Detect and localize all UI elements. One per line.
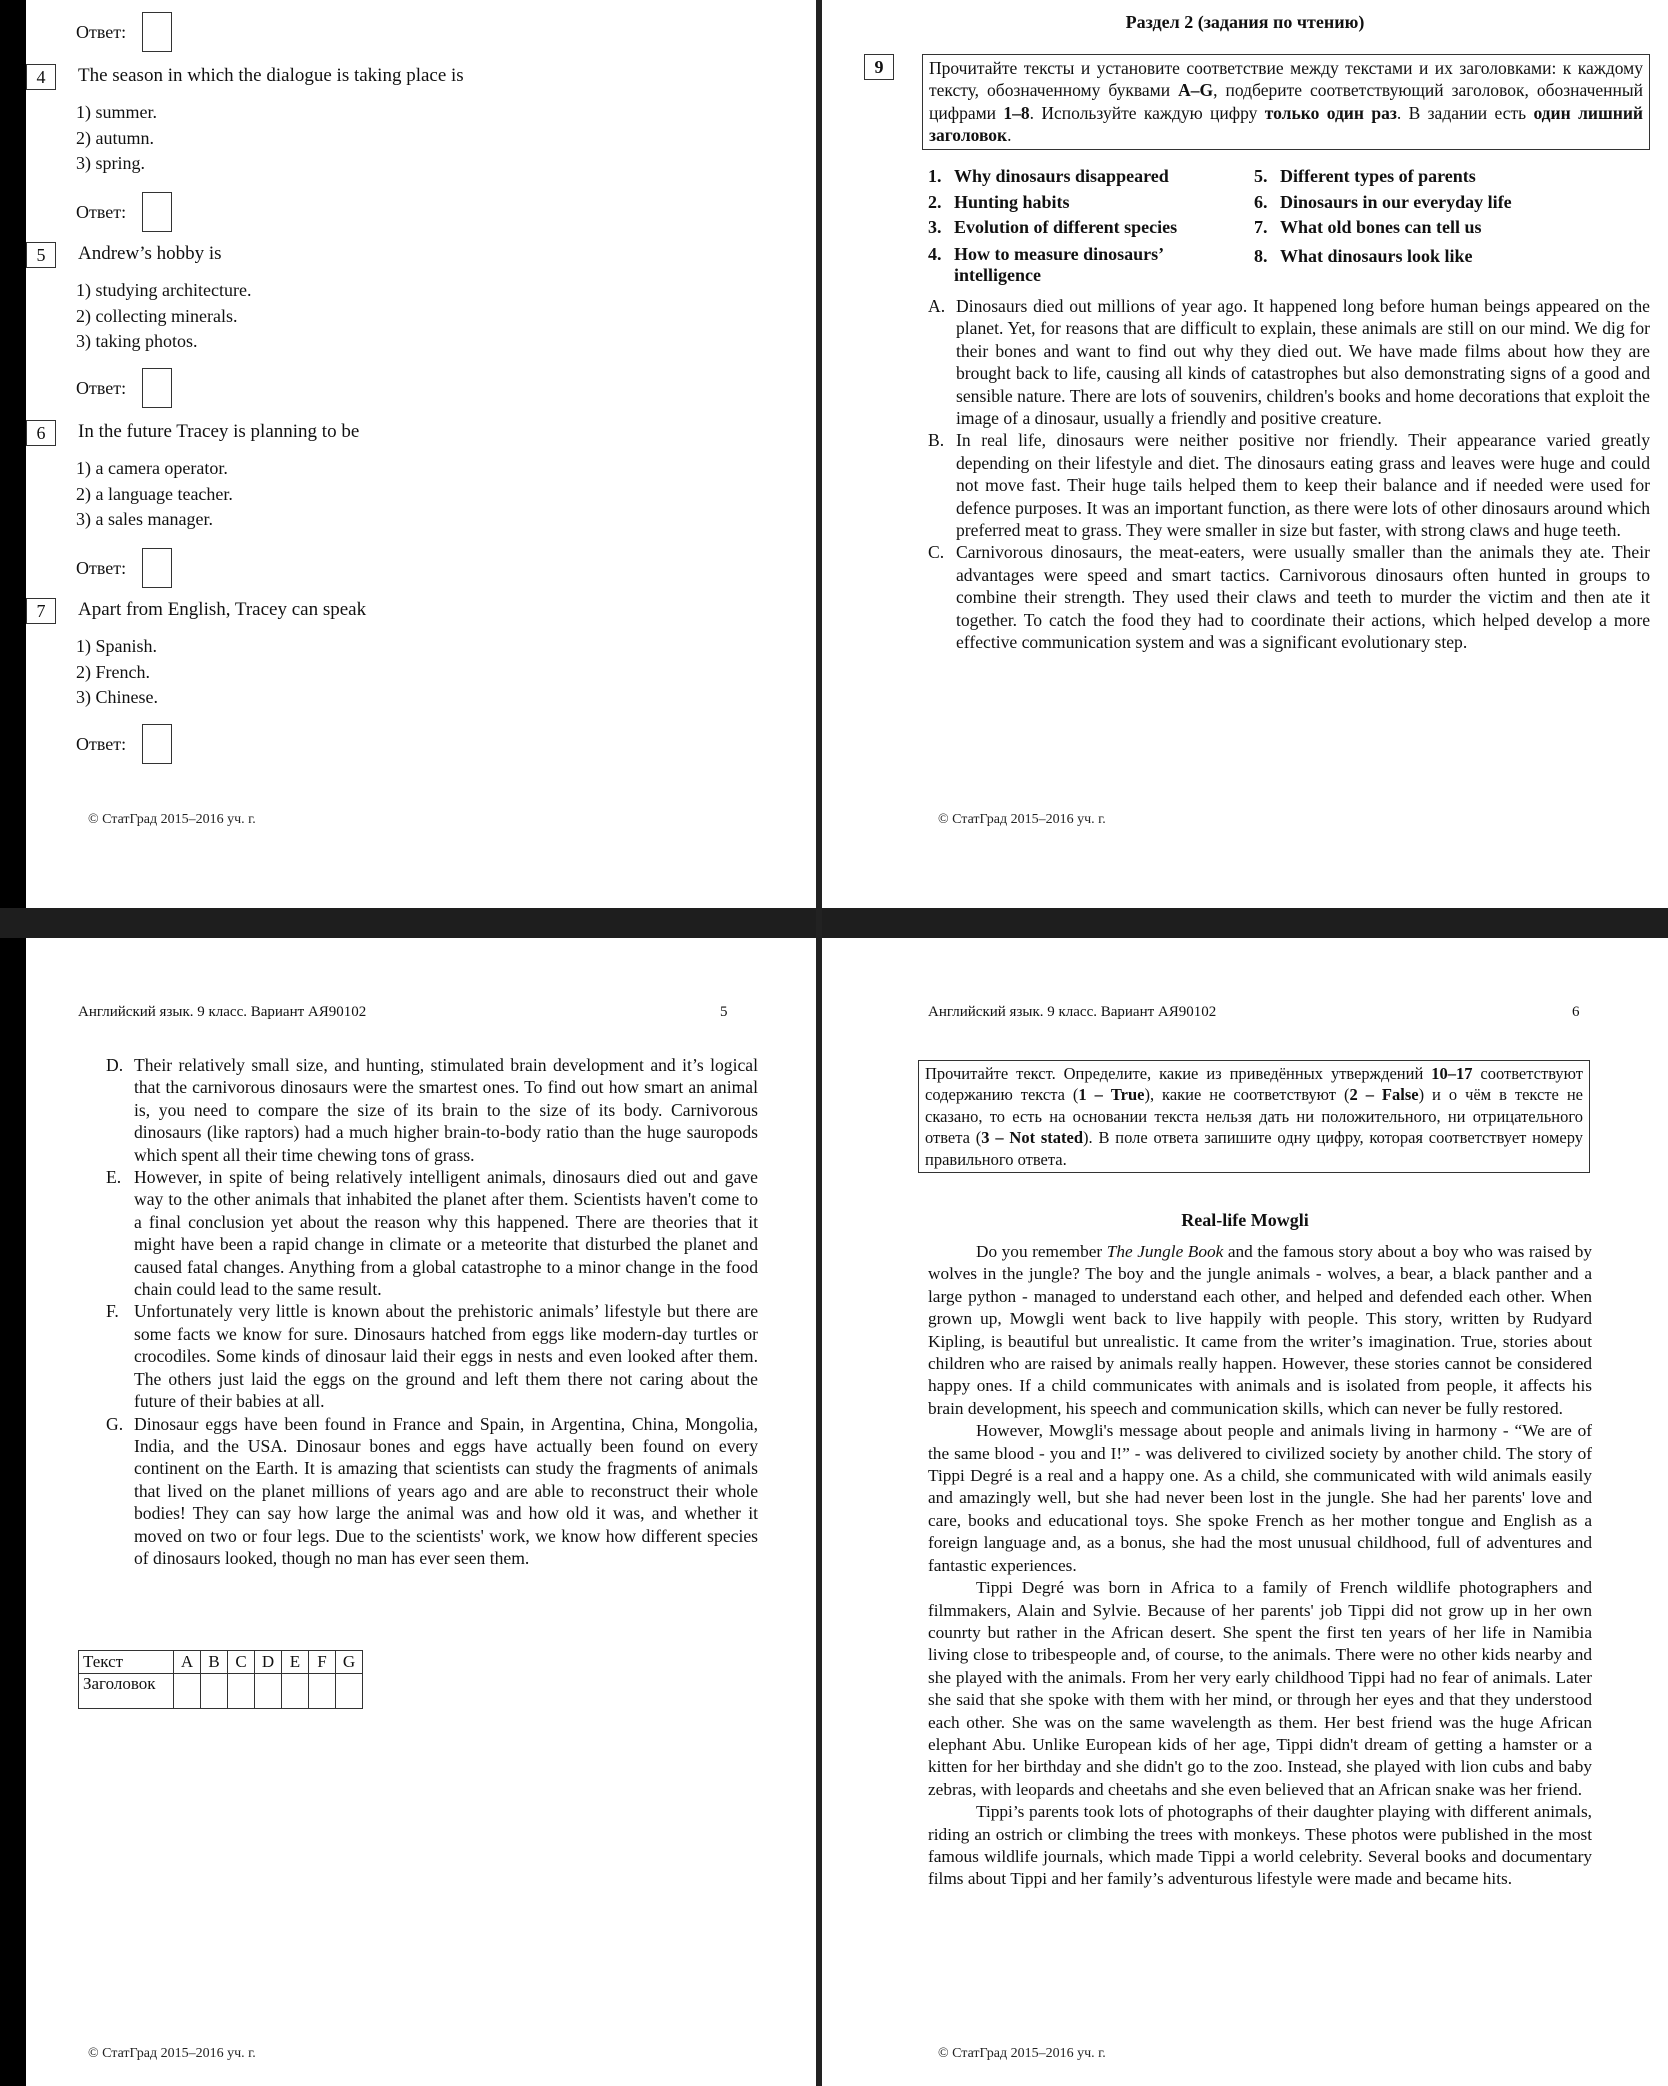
option: 1) Spanish.	[76, 636, 157, 656]
answer-table	[78, 1650, 363, 1709]
question-text: Andrew’s hobby is	[78, 243, 222, 264]
text-item: F. Unfortunately very little is known about the prehistoric animals’ lifestyle but there are some facts we know for sure. Dinosaurs hatched from eggs like modern-day turtles or crocodiles. Some kinds of dinosaur laid their eggs in nests and even looked after them. The others just laid the eggs on the ground and left them there not caring about the future of their babies at all.	[106, 1301, 758, 1412]
table-row-label: Текст	[79, 1651, 174, 1674]
paragraph: Tippi Degré was born in Africa to a family of French wildlife photographers and filmmakers, Alain and Sylvie. Because of her parents' job Tippi did not grow up in her own counrty but rather in the African desert. She spent the first ten years of her life in Namibia living close to tribespeople and, of course, to the animals. There were no other kids nearby and she played with the animals. From her very early childhood Tippi had no fear of animals. Later she said that she spoke with them with her mind, or through her eyes and that they understood each other. She was on the same wavelength as them. Her best friend was the huge African elephant Abu. Unlike European kids of her age, Tippi didn't dream of getting a hamster or a kitten for her birthday and she didn't go to the zoo. Instead, she played with lion cubs and baby zebras, with leopards and cheetahs and she even believed that an African snake was her friend.	[928, 1578, 1592, 1799]
answer-cell[interactable]	[282, 1674, 309, 1709]
heading-item: 4. How to measure dinosaurs’ intelligence	[928, 243, 1163, 285]
option: 1) summer.	[76, 102, 157, 122]
page-top-left	[26, 0, 816, 908]
heading-item: 8. What dinosaurs look like	[1254, 245, 1473, 266]
answer-label: Ответ:	[76, 201, 127, 222]
answer-label: Ответ:	[76, 377, 127, 398]
options-list	[76, 278, 251, 355]
paragraph: Do you remember The Jungle Book and the famous story about a boy who was raised by wolves in the jungle? The boy and the jungle animals - wolves, a bear, a black panther and a large python - managed to understand each other, and helped and defended each other. When grown up, Mowgli went back to live happily with people. This story, written by Rudyard Kipling, is beautiful but unrealistic. It came from the writer’s imagination. True, stories about children who are raised by animals really happen. However, these stories cannot be considered happy ones. If a child communicates with animals and is isolated from people, it affects his brain development, his speech and communication skills, which can never be fully restored.	[928, 1242, 1592, 1418]
options-list	[76, 456, 233, 533]
heading-item: 7. What old bones can tell us	[1254, 217, 1482, 237]
heading-item: 5. Different types of parents	[1254, 166, 1476, 186]
task-number: 9	[864, 54, 894, 80]
page-bottom-right	[822, 938, 1668, 2086]
article-body	[928, 1241, 1592, 1891]
text-title: Real-life Mowgli	[1181, 1210, 1309, 1230]
texts-defg	[106, 1054, 758, 1569]
text-item: D. Their relatively small size, and hunting, stimulated brain development and it’s logical that the carnivorous dinosaurs were the smartest ones. To find out how smart an animal is, you need to compare the size of its brain to the size of its body. Carnivorous dinosaurs (like raptors) had a much higher brain-to-body ratio than the huge sauropods which spent all their time chewing tons of grass.	[106, 1055, 758, 1165]
page-divider-horizontal	[0, 908, 1668, 938]
question-text: The season in which the dialogue is taking place is	[78, 65, 464, 86]
task-instruction: Прочитайте текст. Определите, какие из приведённых утверждений 10–17 соответствуют содержанию текста (1 – True), какие не соответствуют (2 – False) и о чём в тексте не сказано, то есть на основании текста нельзя дать ни положительного, ни отрицательного ответа (3 – Not stated). В поле ответа запишите одну цифру, которая соответствует номеру правильного ответа.	[918, 1060, 1590, 1173]
paragraph: Tippi’s parents took lots of photographs of their daughter playing with different animals, riding an ostrich or climbing the trees with monkeys. These photos were published in the most famous wildlife journals, which made Tippi a world celebrity. Several books and documentary films about Tippi and her family’s adventurous lifestyle were made and became hits.	[928, 1802, 1592, 1889]
answer-label: Ответ:	[76, 733, 127, 754]
option: 2) collecting minerals.	[76, 305, 238, 326]
option: 1) a camera operator.	[76, 458, 228, 478]
page-number: 5	[720, 1004, 728, 1020]
page-footer: © СтатГрад 2015–2016 уч. г.	[88, 2046, 256, 2061]
option: 3) spring.	[76, 153, 145, 173]
answer-row	[76, 368, 172, 408]
heading-item: 1. Why dinosaurs disappeared	[928, 166, 1169, 186]
answer-label: Ответ:	[76, 21, 127, 42]
answer-row	[76, 724, 172, 764]
table-col-header: G	[336, 1651, 363, 1674]
question-number: 6	[26, 420, 56, 446]
left-edge-strip	[0, 0, 26, 2086]
answer-box-4[interactable]	[142, 192, 172, 232]
running-head: Английский язык. 9 класс. Вариант АЯ90102	[78, 1004, 367, 1020]
answer-box-7[interactable]	[142, 724, 172, 764]
text-item: E. However, in spite of being relatively intelligent animals, dinosaurs died out and gave way to the other animals that inhabited the planet after them. Scientists haven't come to a final conclusion yet about the reason why this happened. There are theories that it might have been a rapid change in climate or a meteorite that disturbed the planet and caused fatal changes. Anything from a global catastrophe to a minor change in the food chain could lead to the same result.	[106, 1167, 758, 1300]
answer-box-3[interactable]	[142, 12, 172, 52]
heading-item: 6. Dinosaurs in our everyday life	[1254, 191, 1512, 212]
question-number: 4	[26, 64, 56, 90]
question-number: 5	[26, 242, 56, 268]
answer-row	[76, 192, 172, 232]
text-item: A. Dinosaurs died out millions of year ago. It happened long before human beings appeared on the planet. Yet, for reasons that are difficult to explain, these animals are still on our mind. We dig for their bones and want to find out why they died out. We have made films about how they are brought back to life, causing all kinds of catastrophes but also demonstrating signs of a good and sensible nature. There are lots of souvenirs, children's books and home decorations that exploit the image of a dinosaur, usually a friendly and positive creature.	[928, 296, 1650, 429]
headings-left-column	[928, 164, 1228, 286]
table-col-header: F	[309, 1651, 336, 1674]
page-bottom-left	[26, 938, 816, 2086]
question-text: Apart from English, Tracey can speak	[78, 599, 367, 620]
options-list	[76, 100, 157, 177]
option: 2) a language teacher.	[76, 483, 233, 504]
answer-cell[interactable]	[255, 1674, 282, 1709]
answer-cell[interactable]	[201, 1674, 228, 1709]
section-title: Раздел 2 (задания по чтению)	[1125, 12, 1365, 32]
page-footer: © СтатГрад 2015–2016 уч. г.	[938, 812, 1106, 827]
answer-cell[interactable]	[174, 1674, 201, 1709]
answer-box-6[interactable]	[142, 548, 172, 588]
heading-item: 2. Hunting habits	[928, 191, 1070, 212]
texts-abc	[928, 295, 1650, 654]
question-number: 7	[26, 598, 56, 624]
page-footer: © СтатГрад 2015–2016 уч. г.	[88, 812, 256, 827]
option: 3) taking photos.	[76, 331, 198, 351]
option: 1) studying architecture.	[76, 280, 252, 300]
answer-row	[76, 12, 172, 52]
answer-label: Ответ:	[76, 557, 127, 578]
running-head: Английский язык. 9 класс. Вариант АЯ90102	[928, 1004, 1217, 1020]
table-row-label: Заголовок	[79, 1674, 174, 1709]
task-instruction: Прочитайте тексты и установите соответствие между текстами и их заголовками: к каждому тексту, обозначенному буквами A–G, подберите соответствующий заголовок, обозначенный цифрами 1–8. Используйте каждую цифру только один раз. В задании есть один лишний заголовок.	[922, 54, 1650, 150]
answer-cell[interactable]	[228, 1674, 255, 1709]
option: 3) a sales manager.	[76, 509, 213, 529]
page-top-right	[822, 0, 1668, 908]
table-col-header: C	[228, 1651, 255, 1674]
table-row	[79, 1651, 363, 1674]
table-row	[79, 1674, 363, 1709]
text-item: B. In real life, dinosaurs were neither positive nor friendly. Their appearance varied greatly depending on their lifestyle and diet. The dinosaurs eating grass and leaves were huge and could not move fast. Their huge tails helped them to keep their balance and if needed were used for defence purposes. It was an important function, as there were lots of other dinosaurs around which preferred meat to grass. They were smaller in size but faster, with strong claws and huge teeth.	[928, 430, 1650, 541]
heading-item: 3. Evolution of different species	[928, 217, 1178, 237]
answer-cell[interactable]	[336, 1674, 363, 1709]
table-col-header: E	[282, 1651, 309, 1674]
answer-box-5[interactable]	[142, 368, 172, 408]
option: 3) Chinese.	[76, 687, 158, 707]
paragraph: However, Mowgli's message about people and animals living in harmony - “We are of the same blood - you and I!” - was delivered to civilized society by another child. The story of Tippi Degré is a real and a happy one. As a child, she communicated with wild animals easily and amazingly well, but she had never been lost in the jungle. She had her parents' love and care, books and educational toys. She spoke French as her mother tongue and English as a foreign language and, as a bonus, she had the most unusual childhood, full of adventures and fantastic experiences.	[928, 1421, 1592, 1575]
text-item: C. Carnivorous dinosaurs, the meat-eaters, were usually smaller than the animals they ate. Their advantages were speed and smart tactics. Carnivorous dinosaurs often hunted in groups to combine their strength. They used their claws and teeth to murder the victim and then ate it together. To catch the food they had to coordinate their actions, which helped develop a more effective communication system and was a significant evolutionary step.	[928, 542, 1650, 653]
headings-right-column	[1254, 164, 1554, 269]
question-text: In the future Tracey is planning to be	[78, 421, 360, 442]
table-col-header: D	[255, 1651, 282, 1674]
table-col-header: B	[201, 1651, 228, 1674]
text-item: G. Dinosaur eggs have been found in France and Spain, in Argentina, China, Mongolia, India, and the USA. Dinosaur bones and eggs have actually been found on every continent on the Earth. It is amazing that scientists can study the fragments of animals that lived on the planet millions of years ago and are able to reconstruct their whole bodies! They can say how large the animal was and how old it was, and whether it moved on two or four legs. Due to the scientists' work, we know how different species of dinosaurs looked, though no man has ever seen them.	[106, 1413, 758, 1568]
answer-row	[76, 548, 172, 588]
page-number: 6	[1572, 1004, 1580, 1020]
answer-cell[interactable]	[309, 1674, 336, 1709]
options-list	[76, 634, 158, 711]
option: 2) French.	[76, 661, 150, 682]
option: 2) autumn.	[76, 127, 154, 148]
table-col-header: A	[174, 1651, 201, 1674]
page-footer: © СтатГрад 2015–2016 уч. г.	[938, 2046, 1106, 2061]
